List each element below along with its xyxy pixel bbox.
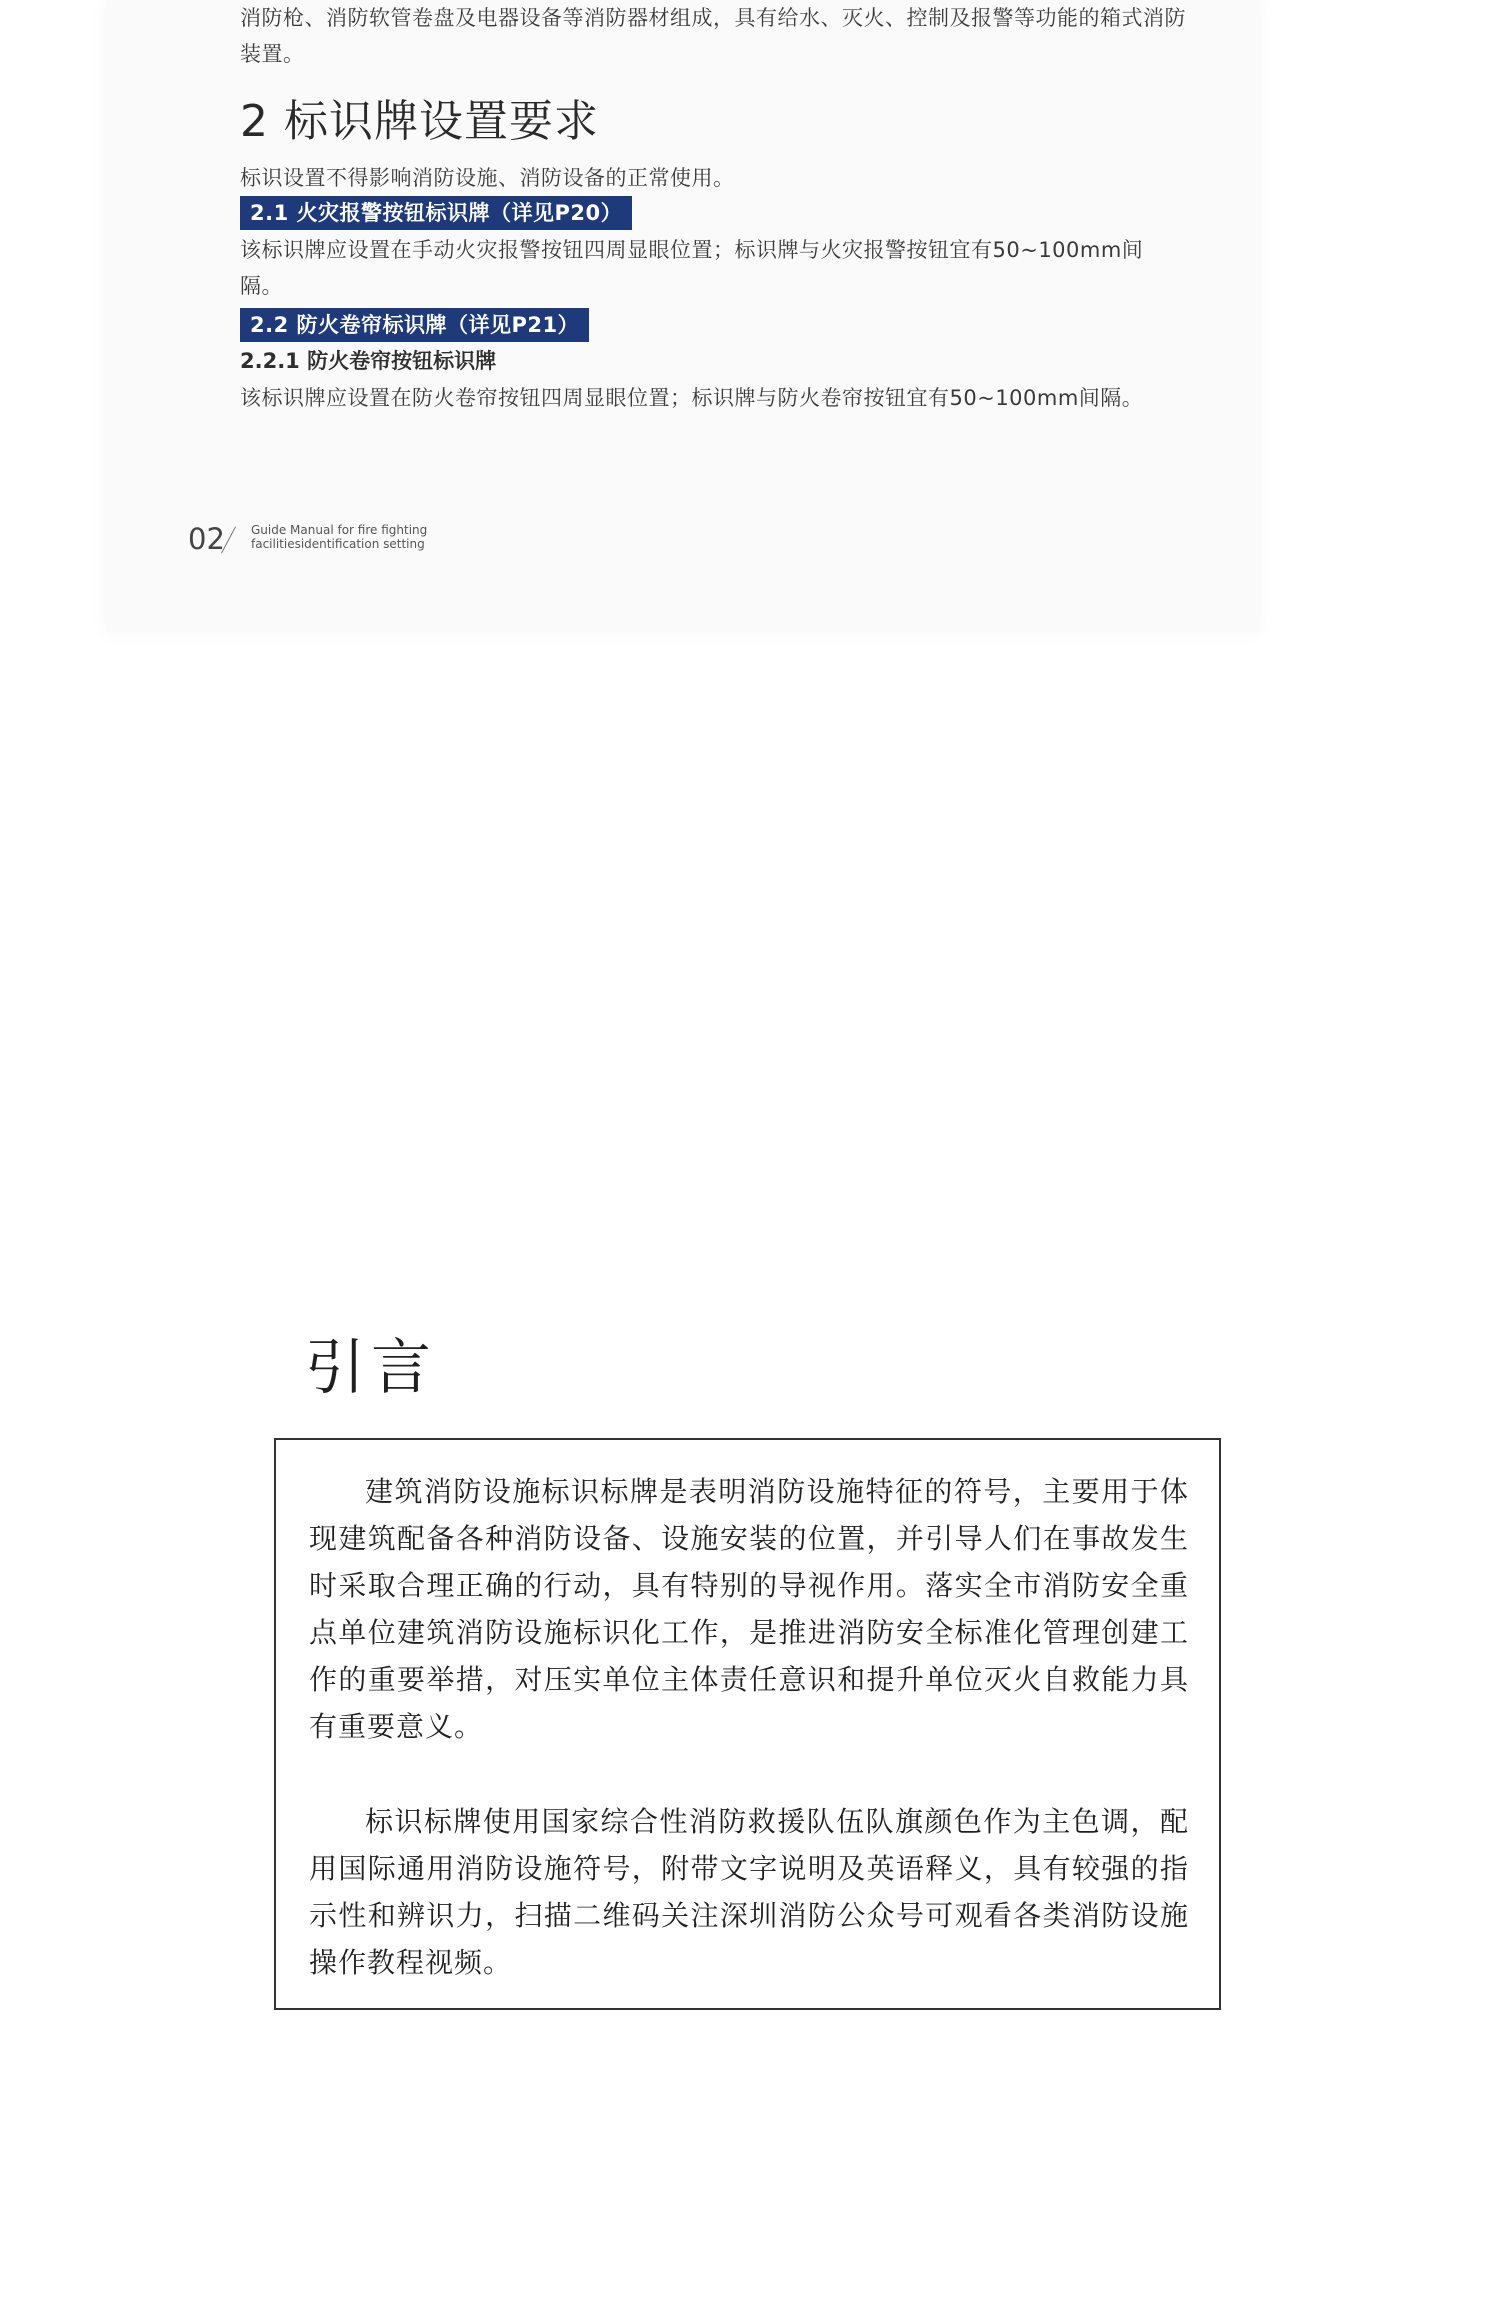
intro-title: 引言 [305, 1333, 437, 1403]
section-description: 标识设置不得影响消防设施、消防设备的正常使用。 [240, 166, 735, 190]
section-title: 2 标识牌设置要求 [240, 96, 599, 147]
text-2-1: 该标识牌应设置在手动火灾报警按钮四周显眼位置；标识牌与火灾报警按钮宜有50~100mm间隔。 [240, 238, 1144, 298]
page-number: 02 [188, 522, 225, 556]
footer-english-title [251, 523, 427, 551]
intro-continuation-text: 消防枪、消防软管卷盘及电器设备等消防器材组成，具有给水、灭火、控制及报警等功能的箱式消防装置。 [240, 6, 1186, 66]
text-2-2-1: 该标识牌应设置在防火卷帘按钮四周显眼位置；标识牌与防火卷帘按钮宜有50~100mm间隔。 [240, 386, 1144, 410]
sub-heading-2-2-1: 2.2.1 防火卷帘按钮标识牌 [240, 349, 497, 373]
footer-english-line-2: facilitiesidentification setting [251, 537, 425, 551]
intro-box [274, 1438, 1221, 2010]
label-2-2: 2.2 防火卷帘标识牌（详见P21） [240, 308, 589, 342]
intro-paragraph-1: 建筑消防设施标识标牌是表明消防设施特征的符号，主要用于体现建筑配备各种消防设备、设施安装的位置，并引导人们在事故发生时采取合理正确的行动，具有特别的导视作用。落实全市消防安全重点单位建筑消防设施标识化工作，是推进消防安全标准化管理创建工作的重要举措，对压实单位主体责任意识和提升单位灭火自救能力具有重要意义。 [309, 1475, 1189, 1743]
intro-paragraph-2: 标识标牌使用国家综合性消防救援队伍队旗颜色作为主色调，配用国际通用消防设施符号，附带文字说明及英语释义，具有较强的指示性和辨识力，扫描二维码关注深圳消防公众号可观看各类消防设施操作教程视频。 [309, 1805, 1189, 1979]
label-2-1: 2.1 火灾报警按钮标识牌（详见P20） [240, 196, 632, 230]
footer-english-line-1: Guide Manual for fire fighting [251, 523, 428, 537]
